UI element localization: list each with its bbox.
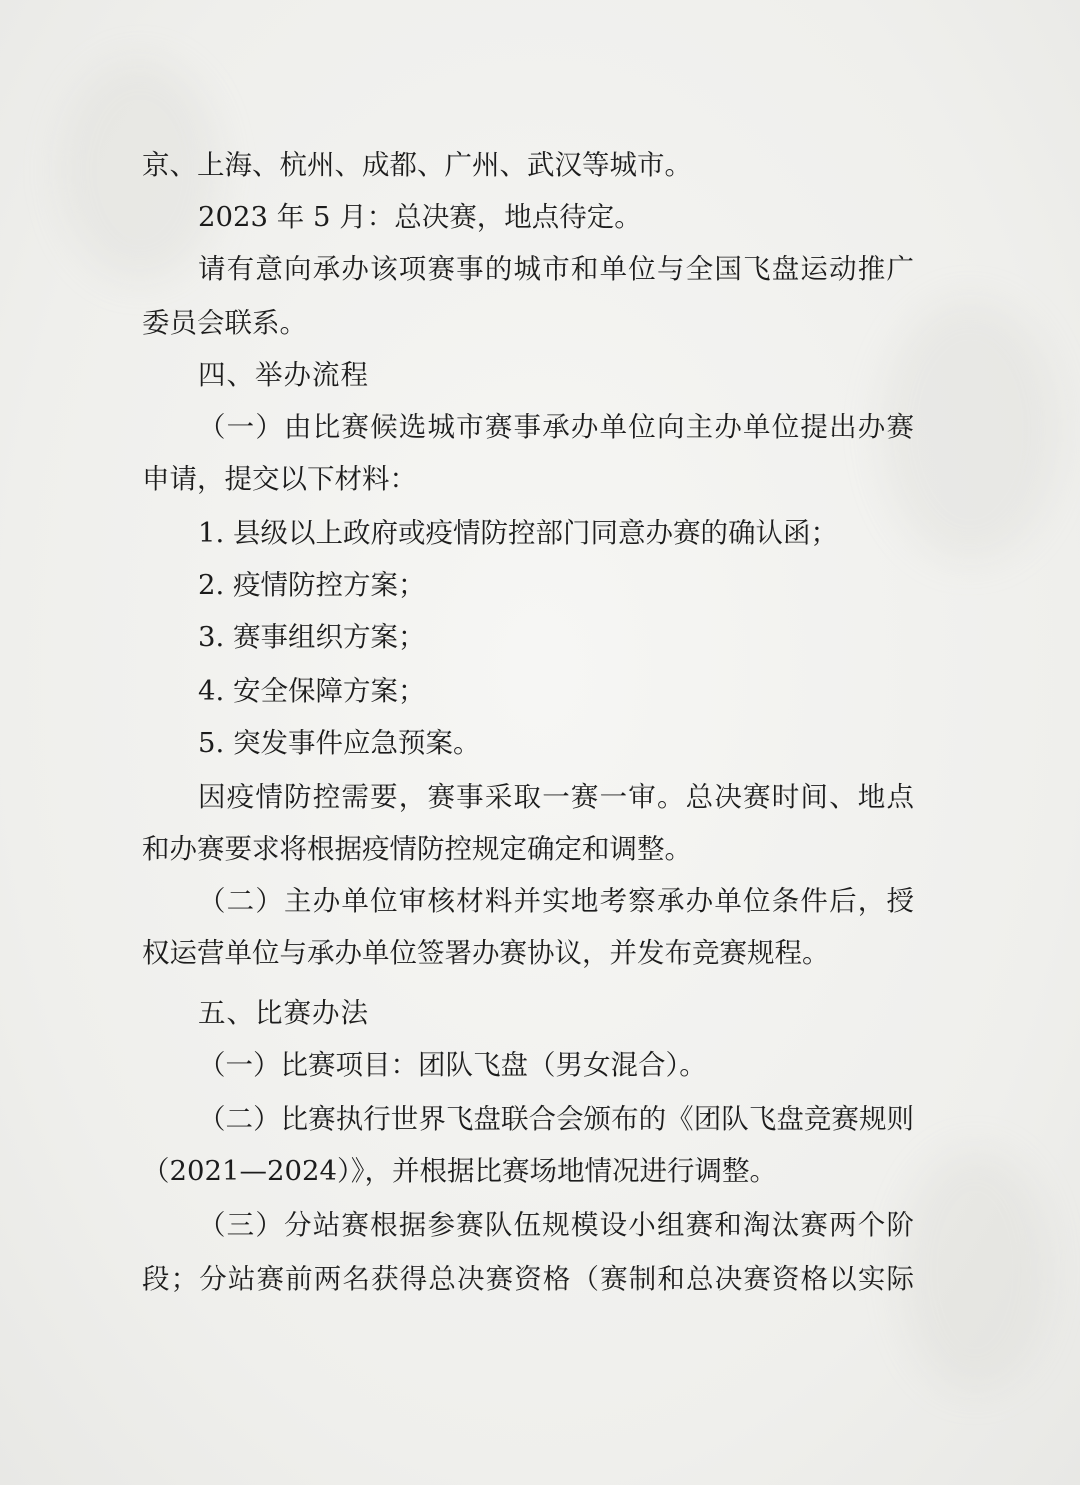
list-item: 1. 县级以上政府或疫情防控部门同意办赛的确认函； [198,517,838,549]
list-item: 2. 疫情防控方案； [198,569,426,601]
list-item: 3. 赛事组织方案； [198,621,426,653]
paragraph-line: （2021—2024）》，并根据比赛场地情况进行调整。 [142,1155,777,1187]
paragraph-line: 申请，提交以下材料： [142,463,417,495]
paragraph-line: （一）由比赛候选城市赛事承办单位向主办单位提出办赛 [198,411,914,443]
paragraph-line: 委员会联系。 [142,307,307,339]
paragraph-line: （三）分站赛根据参赛队伍规模设小组赛和淘汰赛两个阶 [198,1209,914,1241]
paragraph-line: 权运营单位与承办单位签署办赛协议，并发布竞赛规程。 [142,937,830,969]
paragraph-line: 和办赛要求将根据疫情防控规定确定和调整。 [142,833,692,865]
paper-shading [900,1150,1050,1390]
paragraph-line: 段；分站赛前两名获得总决赛资格（赛制和总决赛资格以实际 [142,1263,914,1295]
paragraph-line: （二）比赛执行世界飞盘联合会颁布的《团队飞盘竞赛规则 [198,1103,914,1135]
paragraph-line: 2023 年 5 月：总决赛，地点待定。 [198,201,642,233]
section-heading: 五、比赛办法 [198,997,369,1029]
list-item: 4. 安全保障方案； [198,675,426,707]
list-item: 5. 突发事件应急预案。 [198,727,481,759]
section-heading: 四、举办流程 [198,359,369,391]
paragraph-line: 请有意向承办该项赛事的城市和单位与全国飞盘运动推广 [198,253,914,285]
paragraph-line: （一）比赛项目：团队飞盘（男女混合）。 [198,1049,707,1081]
paragraph-line: 京、上海、杭州、成都、广州、武汉等城市。 [142,149,692,181]
paragraph-line: 因疫情防控需要，赛事采取一赛一审。总决赛时间、地点 [198,781,914,813]
paragraph-line: （二）主办单位审核材料并实地考察承办单位条件后，授 [198,885,914,917]
